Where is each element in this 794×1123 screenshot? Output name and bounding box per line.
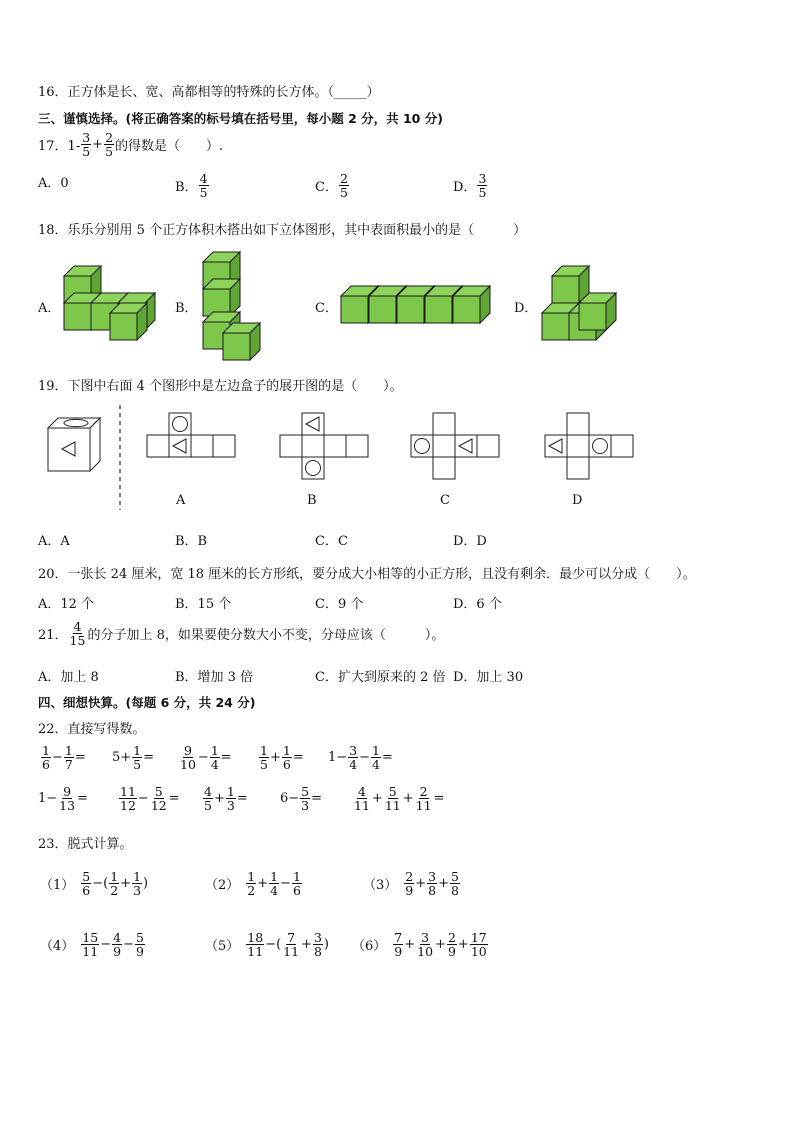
expr-operator: +: [257, 876, 269, 892]
expr-operator: +: [213, 791, 225, 807]
circle-symbol: [593, 439, 608, 454]
net-square: [433, 457, 455, 479]
expr-prefix: 1−: [38, 791, 58, 807]
net-square: [567, 435, 589, 457]
net-square: [191, 435, 213, 457]
expr-operator: +: [301, 937, 312, 953]
fraction: $\frac{3}{4}$: [349, 743, 358, 773]
q22-expression: [202, 785, 248, 812]
fraction: $\frac{17}{10}$: [470, 930, 487, 960]
expr-equals: =: [433, 791, 445, 807]
q22-expression: [328, 744, 393, 771]
q17-option-d: D． $\frac{3}{5}$: [453, 171, 487, 201]
q19-net-figures: [0, 0, 794, 520]
q22-expression: [112, 744, 154, 771]
fraction: $\frac{5}{8}$: [451, 869, 459, 899]
expr-equals: =: [74, 750, 86, 766]
q23-item: [40, 931, 146, 958]
fraction: $\frac{3}{10}$: [417, 930, 434, 960]
fraction: $\frac{18}{11}$: [247, 930, 264, 960]
q19-option-d: D．D: [453, 534, 487, 549]
expr-operator: −: [359, 750, 371, 766]
q19-option-b: B．B: [175, 534, 208, 549]
expr-prefix: 6−: [280, 791, 300, 807]
fraction: $\frac{5}{12}$: [150, 784, 167, 814]
fraction: $\frac{7}{9}$: [394, 930, 403, 960]
fraction: $\frac{2}{9}$: [447, 930, 456, 960]
fraction: $\frac{2}{9}$: [405, 869, 414, 899]
q20-option-d: D．6 个: [453, 597, 502, 612]
q19-net-label-c: C: [440, 493, 450, 508]
expr-equals: =: [220, 750, 232, 766]
expr-prefix: 1−: [328, 750, 348, 766]
net-square: [324, 435, 346, 457]
q23-item: [40, 870, 148, 897]
fraction: $\frac{7}{11}$: [283, 930, 300, 960]
fraction: $\frac{9}{13}$: [59, 784, 76, 814]
q17-op: +: [92, 137, 104, 153]
expr-operator: +: [371, 791, 383, 807]
expr-operator: −: [100, 937, 112, 953]
q21-stem: 21． $\frac{4}{15}$ 的分子加上 8，如果要使分数大小不变，分母应该（ ）。: [38, 619, 445, 649]
expr-operator: +: [404, 937, 416, 953]
expr-equals: =: [236, 791, 248, 807]
q23-item-label: （4）: [40, 939, 75, 955]
q17-option-c: C． $\frac{2}{5}$: [315, 171, 348, 201]
expr-operator: +: [438, 876, 449, 892]
q17-tail: 的得数是（ ）.: [115, 139, 224, 155]
fraction: $\frac{4}{5}$: [204, 784, 212, 814]
net-square: [477, 435, 499, 457]
fraction: $\frac{9}{10}$: [180, 743, 196, 773]
q23-item-label: （2）: [205, 878, 240, 894]
q19-text: 19．下图中右面 4 个图形中是左边盒子的展开图的是（ ）。: [38, 379, 403, 394]
q18-text: 18．乐乐分别用 5 个正方体积木搭出如下立体图形，其中表面积最小的是（ ）: [38, 223, 527, 238]
expr-operator: −: [197, 750, 209, 766]
fraction: $\frac{3}{8}$: [313, 930, 322, 960]
circle-symbol: [173, 417, 188, 432]
q22-expression: [40, 744, 86, 771]
expr-operator: +: [269, 750, 281, 766]
section4-title: 四、细想快算。(每题 6 分，共 24 分): [38, 695, 256, 710]
fraction: $\frac{1}{2}$: [247, 869, 256, 899]
circle-symbol: [64, 419, 88, 426]
net-square: [346, 435, 368, 457]
net-square: [147, 435, 169, 457]
fraction: $\frac{1}{7}$: [64, 743, 73, 773]
expr-operator: −(: [265, 937, 282, 953]
q18-label-a: A．: [38, 301, 61, 316]
fraction: $\frac{5}{3}$: [301, 784, 310, 814]
net-square: [213, 435, 235, 457]
net-square: [433, 435, 455, 457]
fraction: $\frac{1}{2}$: [110, 869, 119, 899]
q21-option-c: C．扩大到原来的 2 倍: [315, 670, 446, 685]
expr-operator: +: [457, 937, 469, 953]
expr-operator: ): [323, 937, 329, 953]
q22-expression: [352, 785, 444, 812]
expr-equals: =: [77, 791, 88, 807]
q22-expression: [280, 785, 322, 812]
fraction: $\frac{3}{8}$: [428, 869, 437, 899]
q17-fraction-1: $\frac{3}{5}$: [82, 130, 91, 160]
q21-option-d: D．加上 30: [453, 670, 524, 685]
expr-operator: −: [123, 937, 134, 953]
q20-option-a: A．12 个: [38, 597, 95, 612]
q23-item-label: （3）: [363, 878, 398, 894]
fraction: $\frac{5}{6}$: [82, 869, 91, 899]
q21-fraction: $\frac{4}{15}$: [69, 619, 86, 649]
q19-option-a: A．A: [38, 534, 70, 549]
net-square: [567, 457, 589, 479]
fraction: $\frac{1}{5}$: [260, 743, 268, 773]
circle-symbol: [306, 461, 321, 476]
net-square: [611, 435, 633, 457]
fraction: $\frac{1}{3}$: [226, 784, 235, 814]
q19-net-label-d: D: [572, 493, 583, 508]
expr-operator: +: [435, 937, 446, 953]
q22-expression: [178, 744, 232, 771]
section3-title: 三、谨慎选择。(将正确答案的标号填在括号里，每小题 2 分，共 10 分): [38, 111, 443, 126]
q17-num: 17．1-: [38, 139, 81, 155]
expr-operator: +: [402, 791, 414, 807]
q23-item: [363, 870, 461, 897]
fraction: $\frac{4}{11}$: [354, 784, 370, 814]
q22-expression: [38, 785, 88, 812]
q18-label-c: C．: [315, 301, 338, 316]
q23-item-label: （5）: [205, 939, 240, 955]
net-square: [302, 435, 324, 457]
expr-equals: =: [311, 791, 323, 807]
fraction: $\frac{1}{6}$: [42, 743, 50, 773]
fraction: $\frac{15}{11}$: [82, 930, 99, 960]
q22-title: 22．直接写得数。: [38, 722, 146, 737]
expr-operator: −: [51, 750, 63, 766]
expr-operator: ): [143, 876, 149, 892]
q20-option-c: C．9 个: [315, 597, 364, 612]
q17-option-a: A．0: [38, 176, 69, 191]
box-side-face: [90, 418, 100, 471]
fraction: $\frac{11}{12}$: [120, 784, 136, 814]
q18-label-b: B．: [175, 301, 198, 316]
fraction: $\frac{1}{6}$: [293, 869, 301, 899]
fraction: $\frac{1}{4}$: [270, 869, 279, 899]
expr-operator: −(: [92, 876, 109, 892]
expr-operator: −: [137, 791, 149, 807]
q16-text: 16．正方体是长、宽、高都相等的特殊的长方体。（_____）: [38, 85, 380, 100]
fraction: $\frac{1}{6}$: [282, 743, 291, 773]
expr-operator: −: [280, 876, 291, 892]
q23-item: [352, 931, 489, 958]
q23-item-label: （1）: [40, 878, 75, 894]
circle-symbol: [415, 439, 430, 454]
q20-text: 20．一张长 24 厘米，宽 18 厘米的长方形纸，要分成大小相等的小正方形，且没有剩余．最少可以分成（ ）。: [38, 567, 696, 582]
expr-operator: +: [120, 876, 132, 892]
fraction: $\frac{5}{9}$: [135, 930, 144, 960]
expr-prefix: 5+: [112, 750, 132, 766]
expr-equals: =: [381, 750, 393, 766]
expr-equals: =: [143, 750, 155, 766]
q21-option-b: B．增加 3 倍: [175, 670, 254, 685]
net-square: [280, 435, 302, 457]
fraction: $\frac{1}{4}$: [210, 743, 219, 773]
expr-equals: =: [168, 791, 180, 807]
expr-operator: +: [415, 876, 427, 892]
q21-option-a: A．加上 8: [38, 670, 99, 685]
q20-option-b: B．15 个: [175, 597, 232, 612]
q22-expression: [258, 744, 304, 771]
net-square: [567, 413, 589, 435]
fraction: $\frac{2}{11}$: [415, 784, 432, 814]
q19-net-label-b: B: [307, 493, 317, 508]
q23-item: [205, 931, 329, 958]
q18-label-d: D．: [514, 301, 538, 316]
q19-option-c: C．C: [315, 534, 348, 549]
expr-equals: =: [292, 750, 304, 766]
q23-title: 23．脱式计算。: [38, 837, 133, 852]
fraction: $\frac{5}{11}$: [384, 784, 401, 814]
fraction: $\frac{1}{4}$: [372, 743, 380, 773]
fraction: $\frac{1}{5}$: [133, 743, 142, 773]
q17-option-b: B． $\frac{4}{5}$: [175, 171, 208, 201]
q17-fraction-2: $\frac{2}{5}$: [105, 130, 114, 160]
fraction: $\frac{4}{9}$: [113, 930, 122, 960]
q19-net-label-a: A: [176, 493, 186, 508]
q22-expression: [118, 785, 180, 812]
fraction: $\frac{1}{3}$: [133, 869, 142, 899]
net-square: [433, 413, 455, 435]
q23-item: [205, 870, 303, 897]
q23-item-label: （6）: [352, 939, 387, 955]
